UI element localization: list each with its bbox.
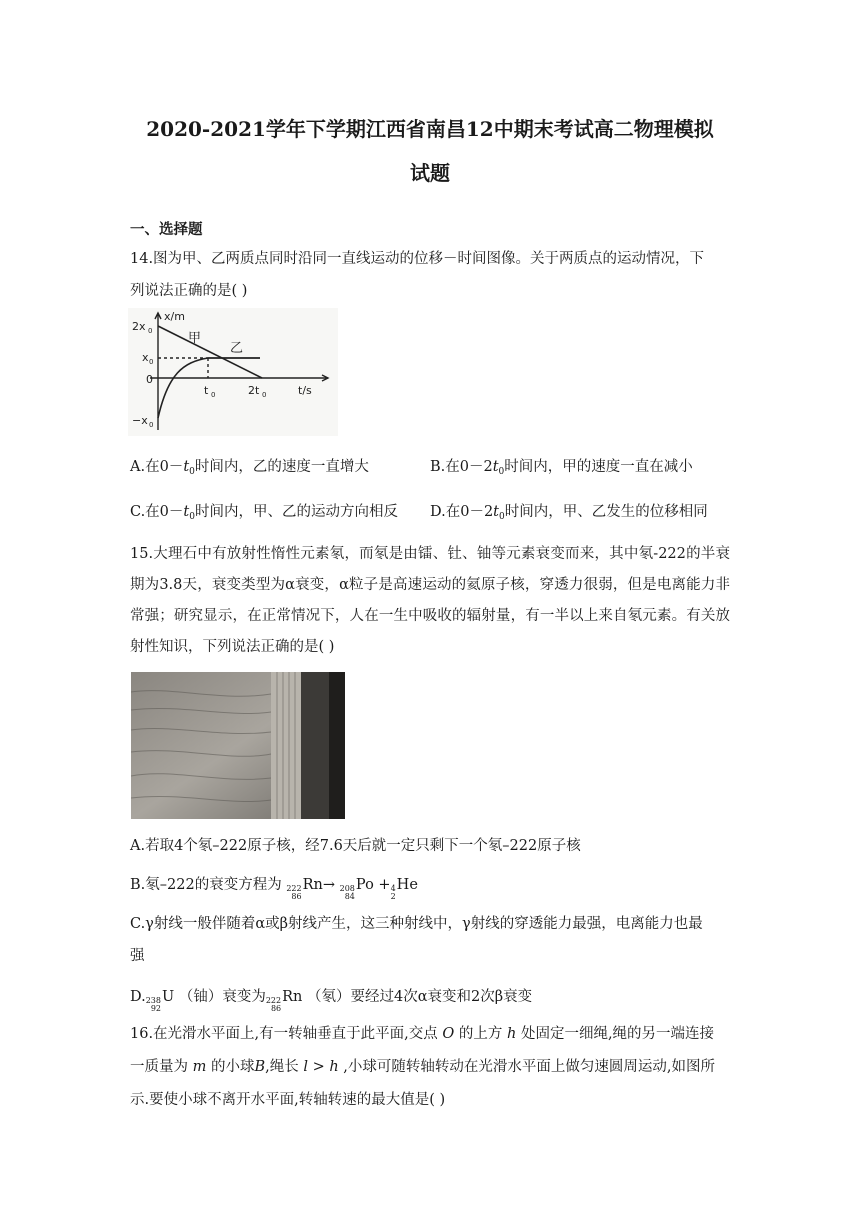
title-line-2: 试题 (410, 161, 450, 185)
q16-stem-line3: 示.要使小球不离开水平面,转轴转速的最大值是( ) (130, 1092, 446, 1108)
label-jia: 甲 (188, 331, 202, 346)
q15-option-d: D. 238 92 U （铀）衰变为 222 86 Rn （氡）要经过4次α衰变和2次β衰变 (130, 989, 533, 1013)
q16-stem-line1: 16.在光滑水平面上,有一转轴垂直于此平面,交点 O 的上方 h 处固定一细绳,绳的另一端连接 (130, 1026, 715, 1042)
q16-stem-line2: 一质量为 m 的小球B,绳长 l > h ,小球可随转轴转动在光滑水平面上做匀速圆周运动,如图所 (130, 1059, 716, 1075)
q14-stem-line2: 列说法正确的是( ) (130, 283, 248, 299)
tick-2t0: 2t (248, 384, 260, 397)
svg-text:0: 0 (149, 358, 154, 366)
tick-x0: x (142, 351, 149, 364)
section-heading: 一、选择题 (130, 221, 203, 238)
q14-option-b: B.在$0-2t_0$时间内，甲的速度一直在减小 (430, 459, 693, 477)
svg-text:0: 0 (148, 327, 153, 335)
tick-t0: t (204, 384, 209, 397)
svg-text:0: 0 (211, 391, 216, 399)
q14-stem-line1: 14.图为甲、乙两质点同时沿同一直线运动的位移－时间图像。关于两质点的运动情况，下 (130, 251, 705, 267)
title-line-1: 2020-2021学年下学期江西省南昌12中期末考试高二物理模拟 (146, 117, 714, 141)
q15-option-b: B.氡–222的衰变方程为 222 86 Rn→ 208 84 Po + 4 2 He (130, 877, 418, 901)
tick-2x0: 2x (132, 320, 146, 333)
label-yi: 乙 (230, 341, 244, 356)
q14-option-d: D.在$0-2t_0$时间内，甲、乙发生的位移相同 (430, 504, 708, 522)
q14-option-c: C.在$0-t_0$时间内，甲、乙的运动方向相反 (130, 504, 398, 522)
q15-stem: 15.大理石中有放射性惰性元素氡，而氡是由镭、钍、铀等元素衰变而来，其中氡-222的半衰期为3.8天，衰变类型为α衰变，α粒子是高速运动的氦原子核，穿透力很弱，但是电离能力非常强；研究显示，在正常情况下，人在一生中吸收的辐射量，有一半以上来自氡元素。有关放射性知识，下列说法正确的是( ) (130, 546, 730, 655)
svg-text:0: 0 (262, 391, 267, 399)
y-axis-label: x/m (164, 310, 185, 323)
x-axis-label: t/s (298, 384, 312, 397)
tick-0: 0 (146, 373, 153, 386)
q15-option-c-line1: C.γ射线一般伴随着α或β射线产生，这三种射线中，γ射线的穿透能力最强，电离能力也最 (130, 916, 703, 932)
q15-option-c-line2: 强 (130, 948, 145, 964)
marble-photo (131, 672, 345, 819)
svg-text:0: 0 (149, 421, 154, 429)
q14-option-a: A.在$0-t_0$时间内，乙的速度一直增大 (130, 459, 369, 477)
tick-neg-x0: −x (132, 414, 148, 427)
q15-option-a: A.若取4个氡–222原子核，经7.6天后就一定只剩下一个氡–222原子核 (130, 838, 581, 854)
q14-position-time-graph (128, 308, 338, 436)
